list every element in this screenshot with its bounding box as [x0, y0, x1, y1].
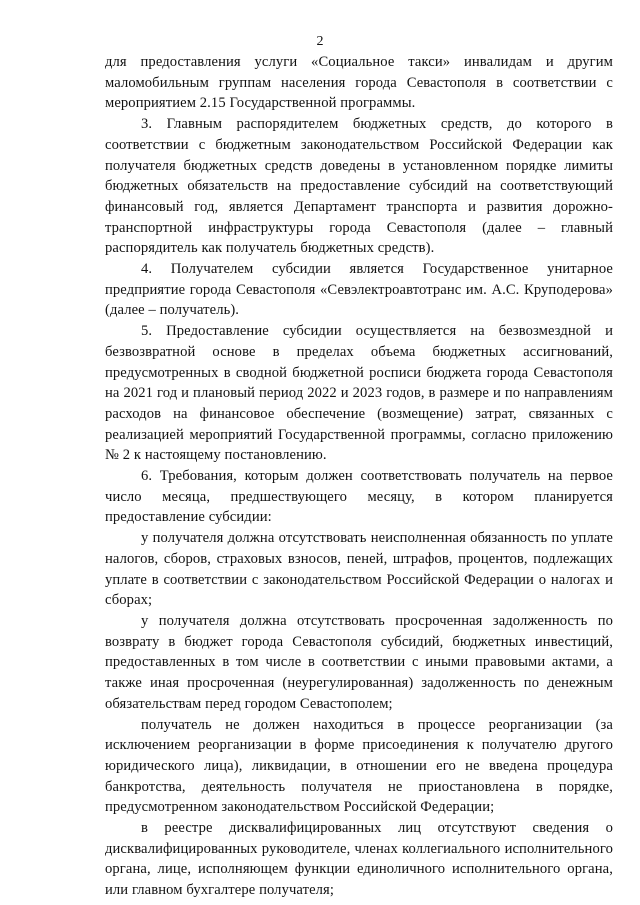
requirement-taxes: у получателя должна отсутствовать неисполненная обязанность по уплате налогов, сборов, страховых взносов, пеней, штрафов, процентов, подлежащих уплате в соответствии с законодательством Российской Федерации о налогах и сборах; — [105, 530, 613, 609]
paragraph-3: 3. Главным распорядителем бюджетных средств, до которого в соответствии с бюджетным законодательством Российской Федерации как получателя бюджетных средств доведены в установленном порядке лимиты бюджетных обязательств на предоставление субсидий на соответствующий финансовый год, является Департамент транспорта и развития дорожно-транспортной инфраструктуры города Севастополя (далее – главный распорядитель как получатель бюджетных средств). — [105, 116, 613, 257]
requirement-reorganization: получатель не должен находиться в процессе реорганизации (за исключением реорганизации в форме присоединения к получателю другого юридического лица), ликвидации, в отношении его не введена процедура банкротства, деятельность получателя не приостановлена в порядке, предусмотренном законодательством Российской Федерации; — [105, 716, 613, 816]
paragraph-6: 6. Требования, которым должен соответствовать получатель на первое число месяца, предшествующего месяцу, в котором планируется предоставление субсидии: — [105, 468, 613, 526]
paragraph-5: 5. Предоставление субсидии осуществляется на безвозмездной и безвозвратной основе в пределах объема бюджетных ассигнований, предусмотренных в сводной бюджетной росписи бюджета города Севастополя на 2021 год и плановый период 2022 и 2023 годов, в размере и по направлениям расходов на финансовое обеспечение (возмещение) затрат, связанных с реализацией мероприятий Государственной программы, согласно приложению № 2 к настоящему постановлению. — [105, 323, 613, 464]
paragraph-continuation: для предоставления услуги «Социальное такси» инвалидам и другим маломобильным группам населения города Севастополя в соответствии с мероприятием 2.15 Государственной программы. — [105, 54, 613, 112]
requirement-debt: у получателя должна отсутствовать просроченная задолженность по возврату в бюджет города Севастополя субсидий, бюджетных инвестиций, предоставленных в том числе в соответствии с иными правовыми актами, а также иная просроченная (неурегулированная) задолженность по денежным обязательствам перед городом Севастополем; — [105, 612, 613, 712]
paragraph-4: 4. Получателем субсидии является Государственное унитарное предприятие города Севастополя «Севэлектроавтотранс им. А.С. Круподерова» (далее – получатель). — [105, 261, 613, 319]
page-number: 2 — [316, 34, 324, 49]
document-body — [105, 52, 613, 901]
requirement-disqualified: в реестре дисквалифицированных лиц отсутствуют сведения о дисквалифицированных руководителе, членах коллегиального исполнительного органа, лице, исполняющем функции единоличного исполнительного органа, или главном бухгалтере получателя; — [105, 820, 613, 899]
